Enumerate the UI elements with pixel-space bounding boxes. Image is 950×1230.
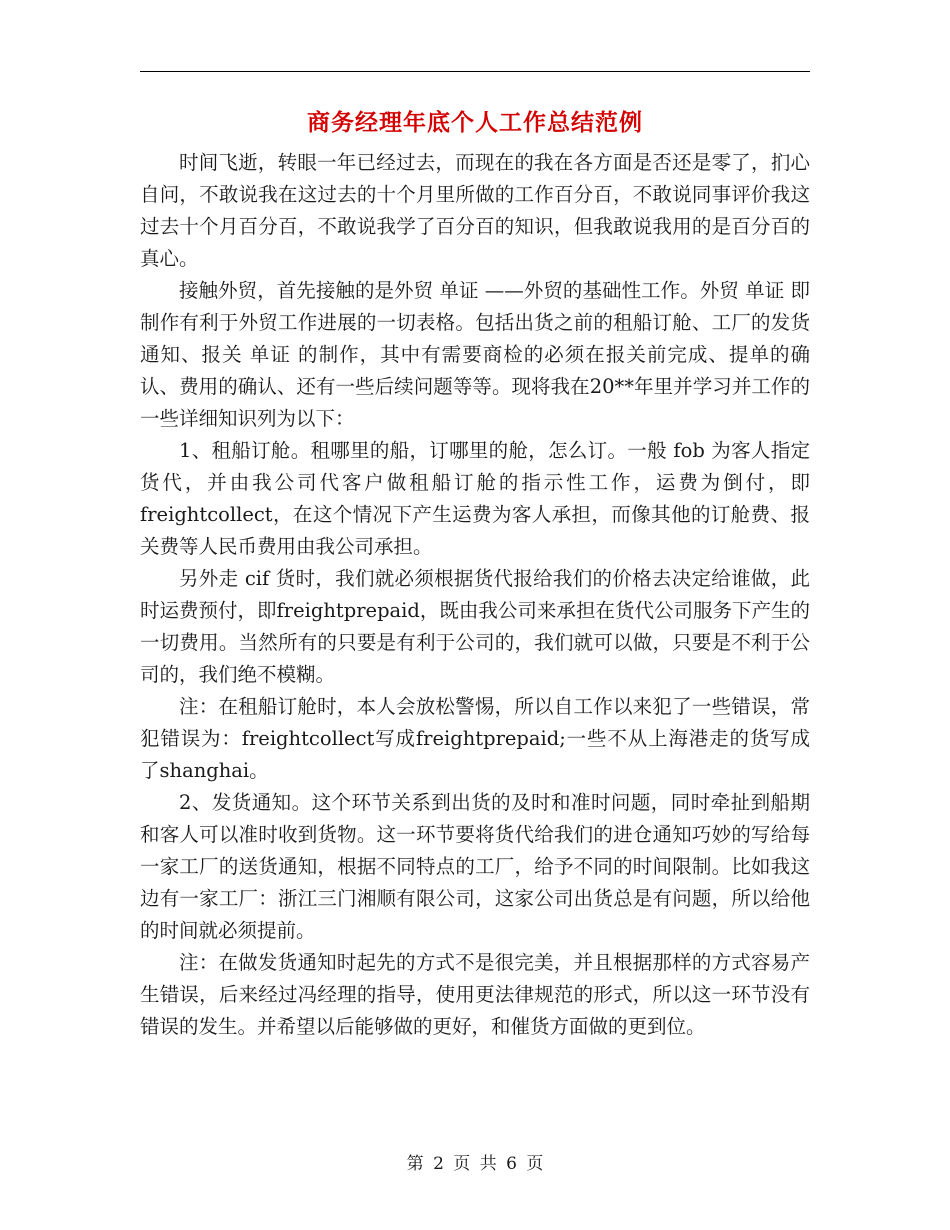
paragraph-chartering: 1、租船订舱。租哪里的船，订哪里的舱，怎么订。一般 fob 为客人指定货代，并由我公司代客户做租船订舱的指示性工作，运费为倒付，即freightcollect，在这个情况下产生运费为客人承担，而像其他的订舱费、报关费等人民币费用由我公司承担。 — [140, 439, 810, 558]
paragraph-delivery-notice: 2、发货通知。这个环节关系到出货的及时和准时问题，同时牵扯到船期和客人可以准时收到货物。这一环节要将货代给我们的进仓通知巧妙的写给每一家工厂的送货通知，根据不同特点的工厂，给予不同的时间限制。比如我这边有一家工厂：浙江三门湘顺有限公司，这家公司出货总是有问题，所以给他的时间就必须提前。 — [140, 791, 810, 942]
paragraph-intro: 时间飞逝，转眼一年已经过去，而现在的我在各方面是否还是零了，扪心自问，不敢说我在这过去的十个月里所做的工作百分百，不敢说同事评价我这过去十个月百分百，不敢说我学了百分百的知识，但我敢说我用的是百分百的真心。 — [140, 151, 810, 270]
paragraph-note-delivery: 注：在做发货通知时起先的方式不是很完美，并且根据那样的方式容易产生错误，后来经过冯经理的指导，使用更法律规范的形式，所以这一环节没有错误的发生。并希望以后能够做的更好，和催货方面做的更到位。 — [140, 951, 810, 1038]
document-title: 商务经理年底个人工作总结范例 — [307, 109, 643, 136]
page-number: 第 2 页 共 6 页 — [406, 1154, 544, 1174]
header-rule — [140, 71, 810, 72]
document-body — [140, 147, 810, 1043]
paragraph-note-chartering: 注：在租船订舱时，本人会放松警惕，所以自工作以来犯了一些错误，常犯错误为：freightcollect写成freightprepaid;一些不从上海港走的货写成了shanghai。 — [140, 695, 810, 782]
paragraph-cif: 另外走 cif 货时，我们就必须根据货代报给我们的价格去决定给谁做，此时运费预付，即freightprepaid，既由我公司来承担在货代公司服务下产生的一切费用。当然所有的只要是有利于公司的，我们就可以做，只要是不利于公司的，我们绝不模糊。 — [140, 567, 810, 686]
paragraph-foreign-trade: 接触外贸，首先接触的是外贸 单证 ——外贸的基础性工作。外贸 单证 即制作有利于外贸工作进展的一切表格。包括出货之前的租船订舱、工厂的发货通知、报关 单证 的制作，其中有需要商检的必须在报关前完成、提单的确认、费用的确认、还有一些后续问题等等。现将我在20**年里并学习并工作的一些详细知识列为以下： — [140, 279, 810, 430]
